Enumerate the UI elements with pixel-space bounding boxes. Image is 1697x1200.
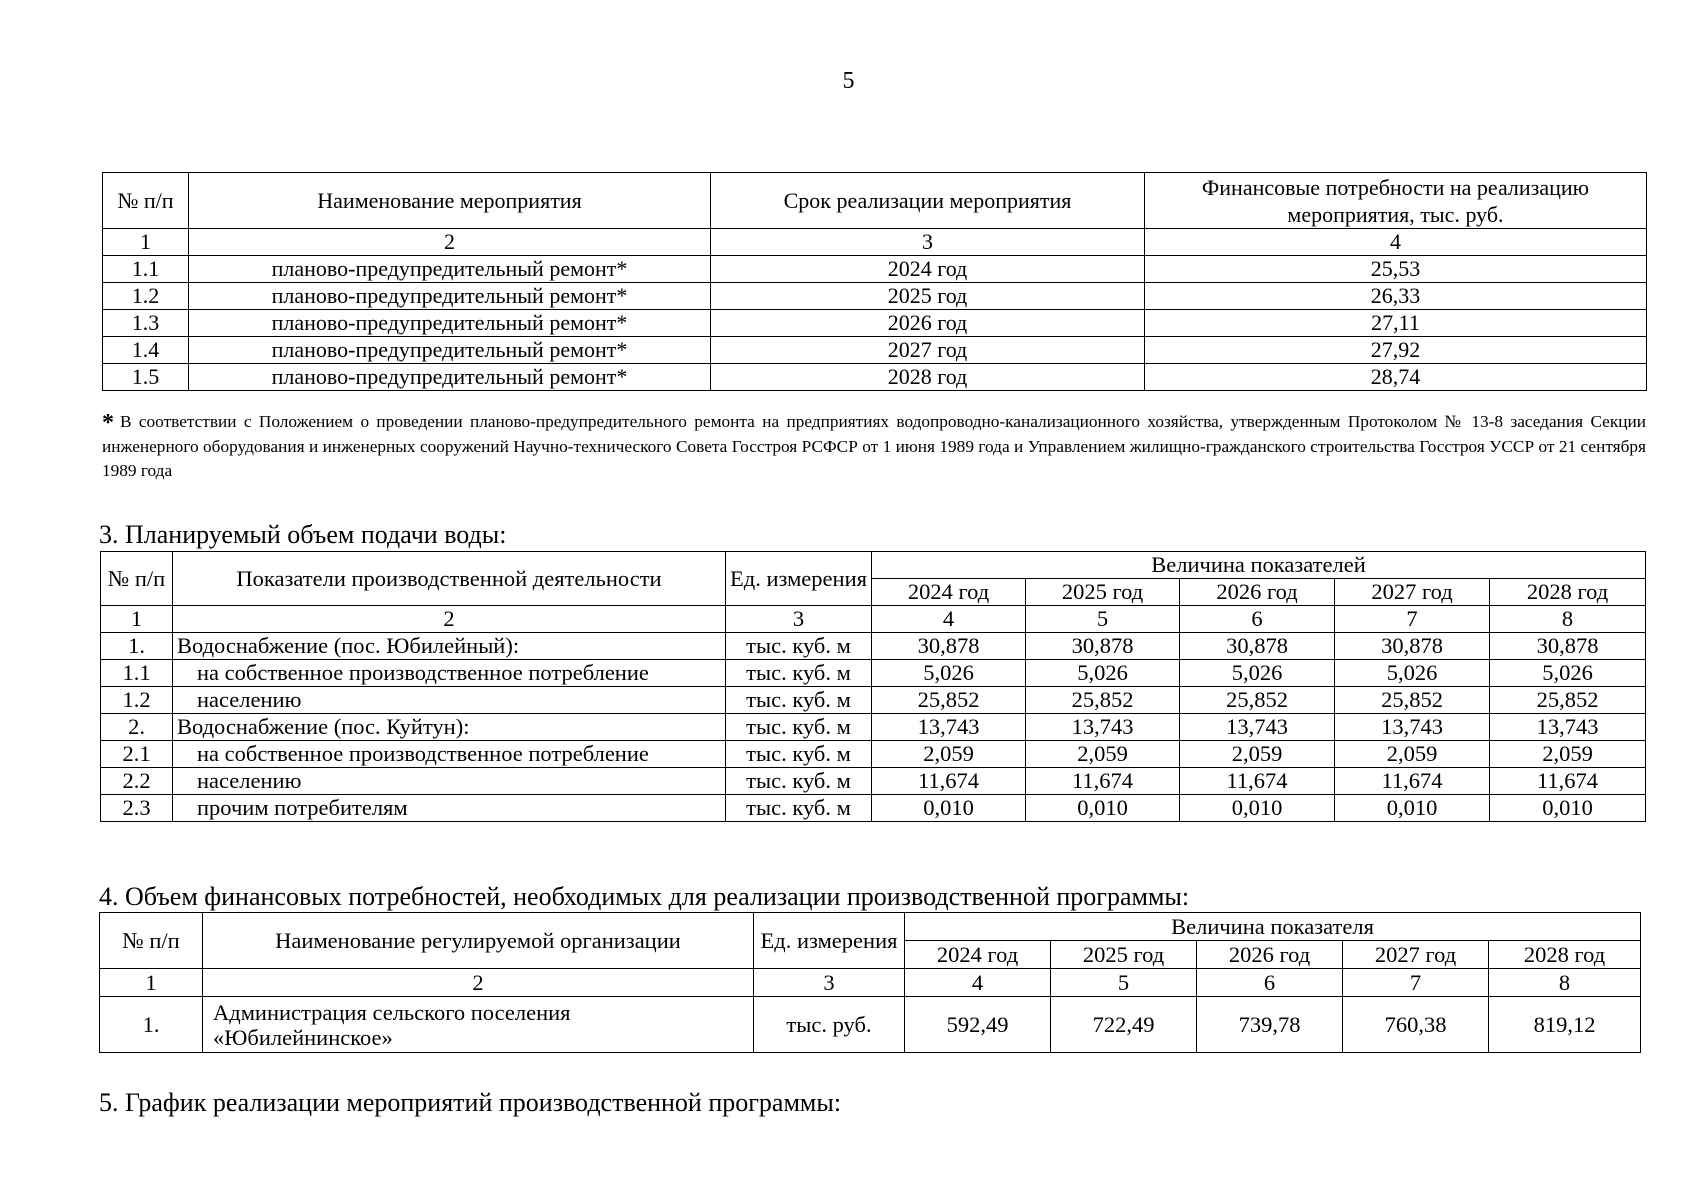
value-cell: 25,852 [1180,687,1335,714]
table-header-row [101,552,1646,579]
value-cell: 0,010 [872,795,1026,822]
table-row [101,768,1646,795]
column-number: 3 [711,229,1145,256]
value-cell: 5,026 [1335,660,1490,687]
header-values-group: Величина показателя [905,913,1641,941]
value-cell: 2,059 [872,741,1026,768]
table-row [101,795,1646,822]
column-number: 6 [1180,606,1335,633]
value-cell: 13,743 [1180,714,1335,741]
indicator-name: Водоснабжение (пос. Юбилейный): [173,633,726,660]
footnote-marker: * [102,410,114,436]
column-number: 2 [203,969,754,997]
column-number: 7 [1343,969,1489,997]
value-cell: 2,059 [1335,741,1490,768]
event-term: 2027 год [711,337,1145,364]
column-number: 1 [100,969,203,997]
indicator-name: прочим потребителям [173,795,726,822]
column-number: 6 [1197,969,1343,997]
table-row [103,310,1647,337]
row-num: 1.3 [103,310,189,337]
row-num: 2.2 [101,768,173,795]
header-year: 2028 год [1489,941,1641,969]
column-number: 5 [1026,606,1180,633]
unit: тыс. куб. м [726,795,872,822]
value-cell: 11,674 [872,768,1026,795]
column-number: 8 [1490,606,1646,633]
header-year: 2027 год [1335,579,1490,606]
row-num: 1.1 [103,256,189,283]
header-indicator: Показатели производственной деятельности [173,552,726,606]
unit: тыс. куб. м [726,660,872,687]
indicator-name: на собственное производственное потребление [173,660,726,687]
column-number: 2 [189,229,711,256]
table-row [101,660,1646,687]
event-cost: 27,92 [1145,337,1647,364]
value-cell: 13,743 [1490,714,1646,741]
value-cell: 25,852 [1490,687,1646,714]
event-term: 2026 год [711,310,1145,337]
table-row [101,714,1646,741]
value-cell: 739,78 [1197,997,1343,1053]
header-year: 2027 год [1343,941,1489,969]
row-num: 1.4 [103,337,189,364]
header-num: № п/п [103,173,189,229]
header-values-group: Величина показателей [872,552,1646,579]
unit: тыс. руб. [754,997,905,1053]
column-numbers-row [101,606,1646,633]
column-number: 5 [1051,969,1197,997]
column-number: 4 [905,969,1051,997]
event-cost: 26,33 [1145,283,1647,310]
value-cell: 2,059 [1180,741,1335,768]
header-year: 2026 год [1180,579,1335,606]
unit: тыс. куб. м [726,768,872,795]
unit: тыс. куб. м [726,741,872,768]
header-year: 2026 год [1197,941,1343,969]
header-year: 2025 год [1026,579,1180,606]
header-unit: Ед. измерения [726,552,872,606]
header-org: Наименование регулируемой организации [203,913,754,969]
event-cost: 27,11 [1145,310,1647,337]
column-number: 1 [101,606,173,633]
unit: тыс. куб. м [726,714,872,741]
table-header-row [100,913,1641,941]
value-cell: 30,878 [1335,633,1490,660]
row-num: 1.2 [103,283,189,310]
value-cell: 13,743 [872,714,1026,741]
value-cell: 13,743 [1335,714,1490,741]
water-supply-table [100,551,1646,822]
value-cell: 11,674 [1490,768,1646,795]
value-cell: 11,674 [1335,768,1490,795]
table-header-row [103,173,1647,229]
events-table [102,172,1647,391]
indicator-name: на собственное производственное потребление [173,741,726,768]
table-row [103,364,1647,391]
column-number: 7 [1335,606,1490,633]
table-row [103,256,1647,283]
value-cell: 13,743 [1026,714,1180,741]
value-cell: 2,059 [1026,741,1180,768]
value-cell: 2,059 [1490,741,1646,768]
indicator-name: населению [173,687,726,714]
value-cell: 0,010 [1026,795,1180,822]
column-number: 2 [173,606,726,633]
footnote [102,410,1646,483]
column-number: 3 [754,969,905,997]
table-row [101,741,1646,768]
row-num: 2. [101,714,173,741]
row-num: 1. [100,997,203,1053]
column-numbers-row [103,229,1647,256]
value-cell: 11,674 [1026,768,1180,795]
value-cell: 11,674 [1180,768,1335,795]
table-row [101,633,1646,660]
event-cost: 28,74 [1145,364,1647,391]
header-year: 2025 год [1051,941,1197,969]
unit: тыс. куб. м [726,687,872,714]
header-term: Срок реализации мероприятия [711,173,1145,229]
value-cell: 819,12 [1489,997,1641,1053]
header-num: № п/п [101,552,173,606]
value-cell: 760,38 [1343,997,1489,1053]
header-financial-needs: Финансовые потребности на реализацию мероприятия, тыс. руб. [1145,173,1647,229]
page-number: 5 [842,68,855,94]
event-name: планово-предупредительный ремонт* [189,337,711,364]
header-num: № п/п [100,913,203,969]
value-cell: 0,010 [1335,795,1490,822]
event-term: 2028 год [711,364,1145,391]
value-cell: 5,026 [1180,660,1335,687]
column-number: 4 [872,606,1026,633]
unit: тыс. куб. м [726,633,872,660]
table-row [103,283,1647,310]
column-number: 1 [103,229,189,256]
header-year: 2024 год [905,941,1051,969]
row-num: 1.1 [101,660,173,687]
value-cell: 30,878 [1026,633,1180,660]
value-cell: 5,026 [1026,660,1180,687]
table-row [100,997,1641,1053]
value-cell: 592,49 [905,997,1051,1053]
org-name: Администрация сельского поселения «Юбилейнинское» [203,997,754,1053]
row-num: 2.3 [101,795,173,822]
table-row [103,337,1647,364]
row-num: 1.2 [101,687,173,714]
value-cell: 5,026 [1490,660,1646,687]
row-num: 1.5 [103,364,189,391]
header-unit: Ед. измерения [754,913,905,969]
column-number: 3 [726,606,872,633]
column-numbers-row [100,969,1641,997]
indicator-name: Водоснабжение (пос. Куйтун): [173,714,726,741]
value-cell: 25,852 [1335,687,1490,714]
financial-needs-table [99,912,1641,1053]
value-cell: 30,878 [872,633,1026,660]
section-3-heading: 3. Планируемый объем подачи воды: [99,520,507,549]
indicator-name: населению [173,768,726,795]
header-year: 2024 год [872,579,1026,606]
value-cell: 30,878 [1180,633,1335,660]
value-cell: 25,852 [1026,687,1180,714]
footnote-text: В соответствии с Положением о проведении планово-предупредительного ремонта на предприятиях водопроводно-канализационного хозяйства, утвержденным Протоколом № 13-8 заседания Секции инженерного оборудования и инженерных сооружений Научно-технического Совета Госстроя РСФСР от 1 июня 1989 года и Управлением жилищно-гражданского строительства Госстроя УССР от 21 сентября 1989 года [102,412,1646,480]
event-name: планово-предупредительный ремонт* [189,256,711,283]
event-name: планово-предупредительный ремонт* [189,310,711,337]
value-cell: 25,852 [872,687,1026,714]
event-term: 2025 год [711,283,1145,310]
header-event-name: Наименование мероприятия [189,173,711,229]
value-cell: 0,010 [1180,795,1335,822]
value-cell: 0,010 [1490,795,1646,822]
header-year: 2028 год [1490,579,1646,606]
event-name: планово-предупредительный ремонт* [189,283,711,310]
event-name: планово-предупредительный ремонт* [189,364,711,391]
value-cell: 5,026 [872,660,1026,687]
table-row [101,687,1646,714]
column-number: 8 [1489,969,1641,997]
event-cost: 25,53 [1145,256,1647,283]
column-number: 4 [1145,229,1647,256]
value-cell: 722,49 [1051,997,1197,1053]
row-num: 1. [101,633,173,660]
value-cell: 30,878 [1490,633,1646,660]
row-num: 2.1 [101,741,173,768]
section-5-heading: 5. График реализации мероприятий производственной программы: [99,1088,842,1117]
section-4-heading: 4. Объем финансовых потребностей, необходимых для реализации производственной программы: [99,882,1190,911]
event-term: 2024 год [711,256,1145,283]
